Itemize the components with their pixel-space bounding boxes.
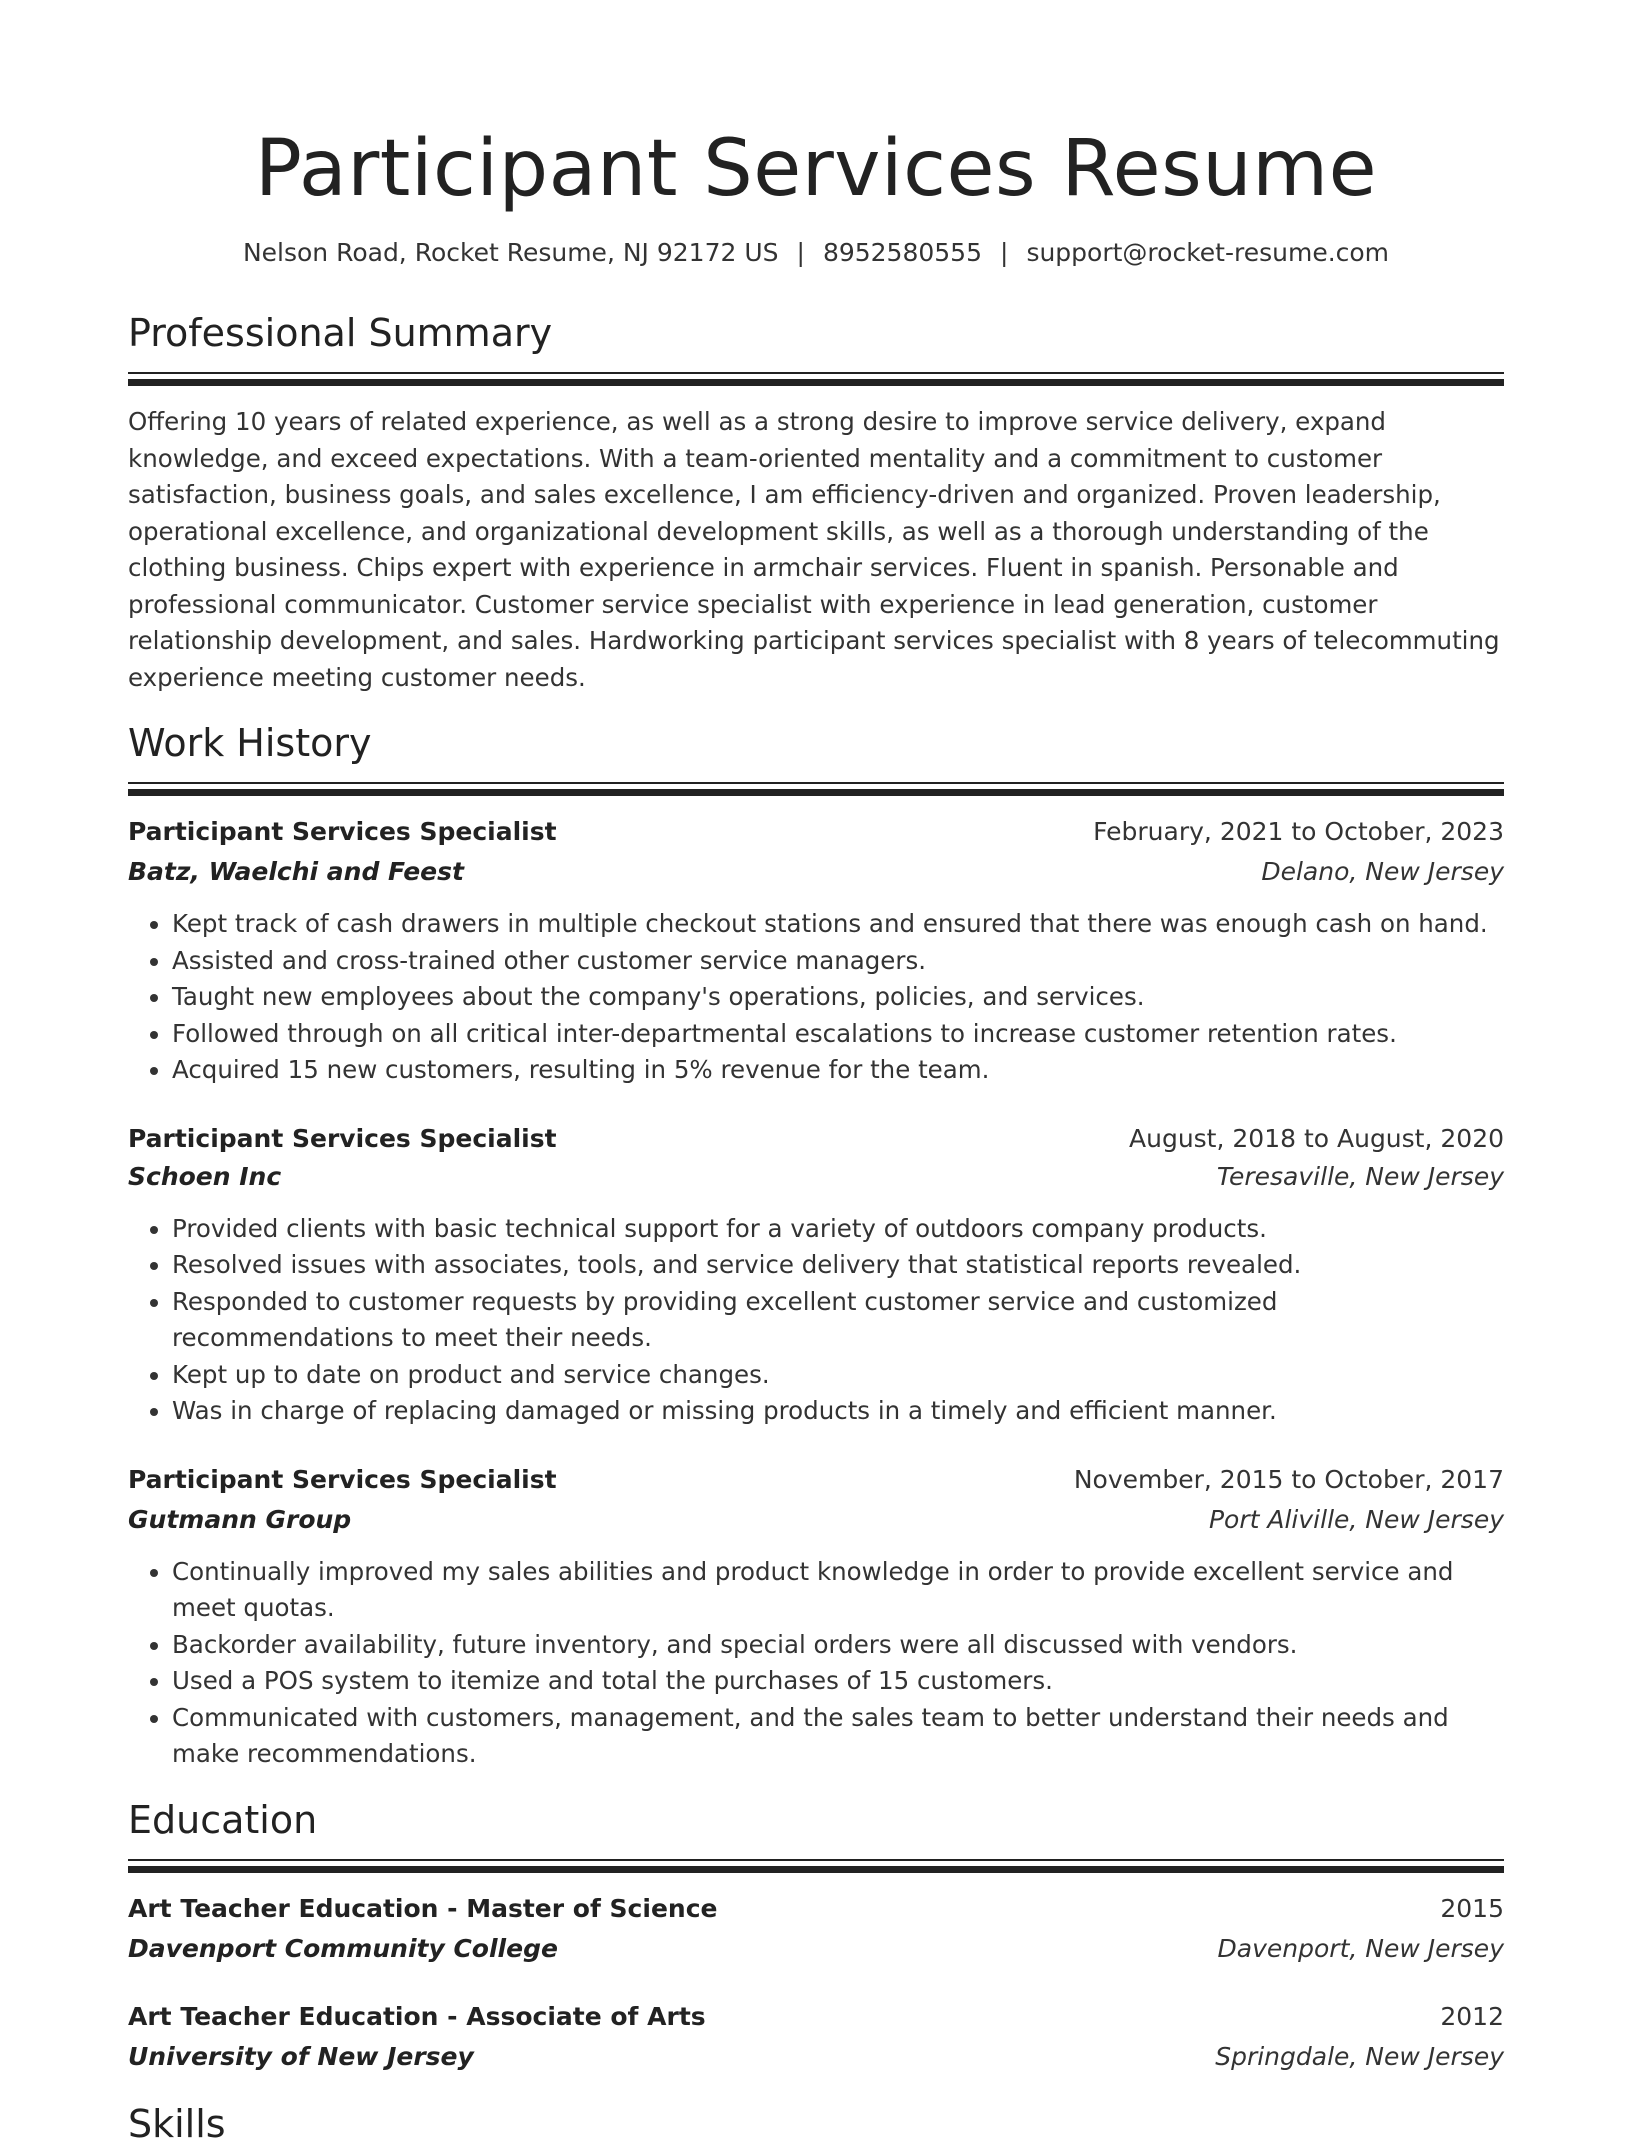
education-entry	[128, 1999, 1504, 2075]
job-location: Port Aliville, New Jersey	[1208, 1504, 1504, 1534]
job-dates: February, 2021 to October, 2023	[1093, 817, 1504, 846]
education-entry	[128, 1891, 1504, 1967]
job-entry	[128, 1121, 1504, 1430]
job-title: Participant Services Specialist	[128, 1123, 557, 1153]
contact-phone: 8952580555	[822, 238, 982, 267]
contact-separator: |	[1000, 238, 1009, 267]
section-divider	[128, 372, 1504, 386]
contact-separator: |	[796, 238, 805, 267]
job-entry	[128, 814, 1504, 1089]
job-bullet: • Kept track of cash drawers in multiple checkout stations and ensured that there was enough cash on hand.	[172, 906, 1504, 943]
job-bullet: • Responded to customer requests by providing excellent customer service and customized recommendations to meet their needs.	[172, 1284, 1504, 1357]
job-bullet: • Acquired 15 new customers, resulting in 5% revenue for the team.	[172, 1052, 1504, 1089]
job-location: Delano, New Jersey	[1261, 857, 1504, 886]
section-title-summary: Professional Summary	[128, 311, 553, 355]
education-section	[128, 1797, 1504, 2075]
job-title: Participant Services Specialist	[128, 817, 557, 846]
job-bullet: • Kept up to date on product and service changes.	[172, 1357, 1504, 1394]
job-employer: Batz, Waelchi and Feest	[128, 857, 464, 886]
work-section	[128, 720, 1504, 1773]
education-degree: Art Teacher Education - Master of Science	[128, 1893, 718, 1923]
job-bullet: • Was in charge of replacing damaged or missing products in a timely and efficient manner.	[172, 1393, 1504, 1430]
section-divider	[128, 1859, 1504, 1873]
section-title-work: Work History	[128, 721, 372, 765]
summary-section	[128, 310, 1504, 696]
education-location: Davenport, New Jersey	[1217, 1933, 1504, 1963]
skills-section	[128, 2101, 1504, 2147]
job-bullet: • Followed through on all critical inter-departmental escalations to increase customer retention rates.	[172, 1016, 1504, 1053]
resume-page	[128, 0, 1504, 2147]
job-bullet: • Taught new employees about the company's operations, policies, and services.	[172, 979, 1504, 1016]
job-location: Teresaville, New Jersey	[1216, 1161, 1504, 1191]
education-year: 2015	[1440, 1893, 1504, 1923]
section-divider	[128, 782, 1504, 796]
job-dates: November, 2015 to October, 2017	[1073, 1464, 1504, 1494]
job-employer: Schoen Inc	[128, 1161, 282, 1191]
section-title-skills: Skills	[128, 2101, 226, 2146]
job-bullets	[128, 1211, 1504, 1430]
job-bullet: • Assisted and cross-trained other customer service managers.	[172, 943, 1504, 980]
job-entry	[128, 1462, 1504, 1773]
job-bullet: • Provided clients with basic technical support for a variety of outdoors company products.	[172, 1211, 1504, 1248]
job-employer: Gutmann Group	[128, 1504, 352, 1534]
summary-text: Offering 10 years of related experience, as well as a strong desire to improve service delivery, expand knowledge, and exceed expectations. With a team-oriented mentality and a commitment to customer satisfaction, business goals, and sales excellence, I am efficiency-driven and organized. Proven leadership, operational excellence, and organizational development skills, as well as a thorough understanding of the clothing business. Chips expert with experience in armchair services. Fluent in spanish. Personable and professional communicator. Customer service specialist with experience in lead generation, customer relationship development, and sales. Hardworking participant services specialist with 8 years of telecommuting experience meeting customer needs.	[128, 407, 1500, 692]
education-location: Springdale, New Jersey	[1215, 2041, 1504, 2071]
education-school: Davenport Community College	[128, 1933, 558, 1963]
job-bullet: • Resolved issues with associates, tools, and service delivery that statistical reports revealed.	[172, 1247, 1504, 1284]
job-bullets	[128, 1554, 1504, 1773]
section-title-education: Education	[128, 1797, 318, 1842]
education-year: 2012	[1440, 2001, 1504, 2031]
resume-name: Participant Services Resume	[254, 124, 1378, 214]
education-degree: Art Teacher Education - Associate of Arts	[128, 2001, 706, 2031]
job-bullets	[128, 906, 1504, 1089]
education-school: University of New Jersey	[128, 2041, 474, 2071]
contact-address: Nelson Road, Rocket Resume, NJ 92172 US	[242, 238, 779, 267]
job-title: Participant Services Specialist	[128, 1464, 557, 1494]
job-bullet: • Communicated with customers, management, and the sales team to better understand their needs and make recommendations.	[172, 1700, 1504, 1773]
contact-email: support@rocket-resume.com	[1026, 238, 1390, 267]
job-dates: August, 2018 to August, 2020	[1129, 1123, 1504, 1153]
contact-line	[128, 238, 1504, 268]
job-bullet: • Backorder availability, future inventory, and special orders were all discussed with vendors.	[172, 1627, 1504, 1664]
job-bullet: • Used a POS system to itemize and total the purchases of 15 customers.	[172, 1663, 1504, 1700]
job-bullet: • Continually improved my sales abilities and product knowledge in order to provide excellent service and meet quotas.	[172, 1554, 1504, 1627]
